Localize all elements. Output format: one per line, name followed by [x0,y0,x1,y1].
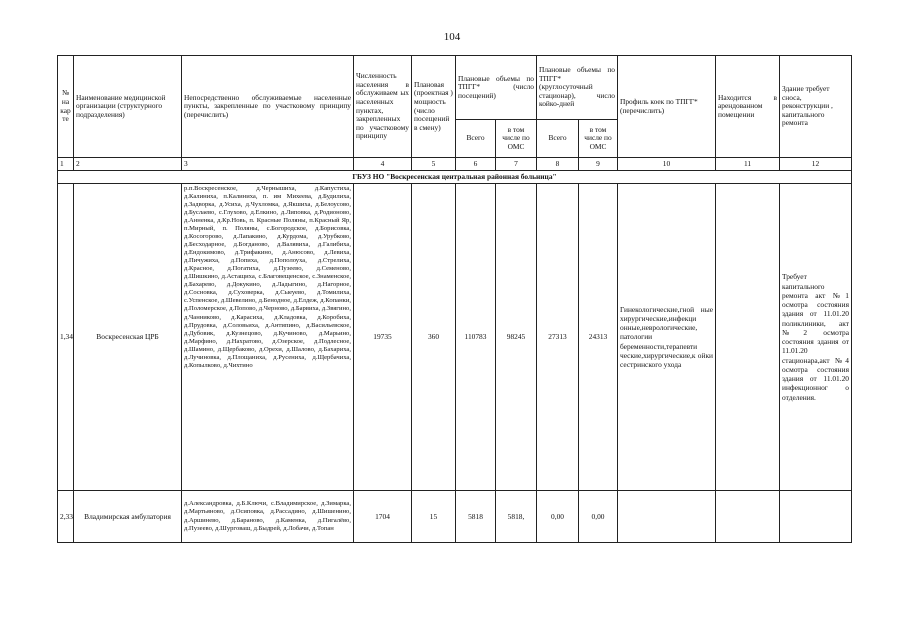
organization-title: ГБУЗ НО "Воскресенская центральная районная больница" [58,171,852,184]
row-population: 1704 [354,491,412,543]
column-number: 1 [58,158,74,171]
row-visits-total: 110783 [456,184,496,491]
column-number: 6 [456,158,496,171]
row-bed-profile [618,491,716,543]
column-number: 9 [579,158,618,171]
row-organization-name: Владимирская амбулатория [74,491,182,543]
column-number: 7 [496,158,537,171]
header-rented: Находится в арендованном помещении [716,56,780,158]
column-number: 12 [780,158,852,171]
row-visits-total: 5818 [456,491,496,543]
row-bed-days-total: 27313 [537,184,579,491]
row-bed-profile: Гинекологические,гной ные хирургические,инфекци онные,неврологические, патологии беременности,терапевти ческие,хирургические,к ойки сестринского ухода [618,184,716,491]
header-visits-total: Всего [456,120,496,158]
column-number: 5 [412,158,456,171]
header-bed-profile: Профиль коек по ТПГГ* (перечислить) [618,56,716,158]
hospital-register-table [57,55,852,543]
row-settlements: д.Александровка, д.Б.Ключи, с.Владимирское, д.Зимарка, д.Мартьяново, д.Осиповка, д.Рассадино, д.Шишенино, д.Аршинево, д.Бараново, д.Каменка, д.Пигалёво, д.Пузеево, д.Шурговаш, д.Быдрей, д.Лобачи, д.Топан [182,491,354,543]
header-bed-days-total: Всего [537,120,579,158]
row-organization-name: Воскресенская ЦРБ [74,184,182,491]
row-repair-status: Требует капитального ремонта акт №1 осмотра состояния здания от 11.01.20 поликлиники, акт №2 осмотра состояния здания от 11.01.20 стационара,акт №4 осмотра состояния здания от 11.01.20 инфекционног о отделения. [780,184,852,491]
row-capacity: 15 [412,491,456,543]
column-number: 10 [618,158,716,171]
header-capacity: Плановая (проектная ) мощность (число посещений в смену) [412,56,456,158]
header-planned-visits: Плановые объемы по ТПГГ* (число посещений) [456,56,537,120]
header-repair: Здание требует сноса, реконструкции , капитального ремонта [780,56,852,158]
row-card-number: 2,33 [58,491,74,543]
row-visits-oms: 5818, [496,491,537,543]
column-number: 8 [537,158,579,171]
row-bed-days-oms: 24313 [579,184,618,491]
header-bed-days-oms: в том числе по ОМС [579,120,618,158]
column-number: 4 [354,158,412,171]
table-row [58,491,852,543]
header-organization: Наименование медицинской организации (структурного подразделения) [74,56,182,158]
row-settlements: р.п.Воскресенское, д.Чернышиха, д.Капустиха, д.Калиниха, п.Калиниха, п. им Михеева, д.Будилиха, д.Задворка, д.Усиха, д.Чухломка, д.Якшиха, д.Белоусово, д.Буслаево, с.Глухово, д.Елкино, д.Липовка, д.Родионово, д.Анненка, д.Кр.Новь, п. Красные Поляны, п.Красный Яр, п.Мирный, п. Поляны, с.Богородское, д.Борисовка, д.Косогорово, д.Лапакино, д.Курдома, д.Урубково, д.Бесходарное, д.Богданово, д.Валявиха, д.Галибиха, д.Ендокимово, д.Трифакино, д.Анюсово, д.Левиха, д.Пичужиха, д.Попиха, д.Пополоуха, д.Стрелиха, д.Красное, д.Погатиха, д.Пузеево, д.Семеново, д.Шишкино, д.Астащиха, с.Благовещенское, с.Знаменское, д.Бахарево, д.Докукино, д.Ладыгино, д.Нагорное, д.Сосновка, д.Суховерка, д.Сыеуево, д.Томилиха, с.Успенское, д.Шевелино, д.Бенодное, д.Елдеж, д.Копанки, д.Поломерское, д.Попово, д.Черново, д.Барвиха, д.Звягино, д.Чанниково, д.Карасиха, д.Кладовка, д.Коробиха, д.Прудовка, д.Соловьиха, д.Антипино, д.Васильевское, д.Дубовик, д.Кузнецово, д.Кучиново, д.Марьино, д.Марфино, д.Нахратово, д.Озерское, д.Подлесное, д.Шамино, д.Щербаково, д.Орехи, д.Шалово, д.Бахариха, д.Лучиновка, д.Площаниха, д.Русениха, д.Щербачиха, д.Копылково, д.Чихтино [182,184,354,491]
row-card-number: 1,34 [58,184,74,491]
row-bed-days-oms: 0,00 [579,491,618,543]
row-capacity: 360 [412,184,456,491]
row-repair-status [780,491,852,543]
column-number: 11 [716,158,780,171]
table-row [58,184,852,491]
header-planned-bed-days: Плановые объемы по ТПГГ* (круглосуточный стационар), число койко-дней [537,56,618,120]
header-card-number: № на кар те [58,56,74,158]
row-rented [716,184,780,491]
row-rented [716,491,780,543]
page-number: 104 [443,31,461,43]
row-visits-oms: 98245 [496,184,537,491]
column-number: 3 [182,158,354,171]
header-population: Численность населения в обслуживаем ых населенных пунктах, закрепленных по участковому принципу [354,56,412,158]
column-number: 2 [74,158,182,171]
row-bed-days-total: 0,00 [537,491,579,543]
header-settlements: Непосредственно обслуживаемые населенные пункты, закрепленные по участковому принципу (перечислить) [182,56,354,158]
row-population: 19735 [354,184,412,491]
header-visits-oms: в том числе по ОМС [496,120,537,158]
